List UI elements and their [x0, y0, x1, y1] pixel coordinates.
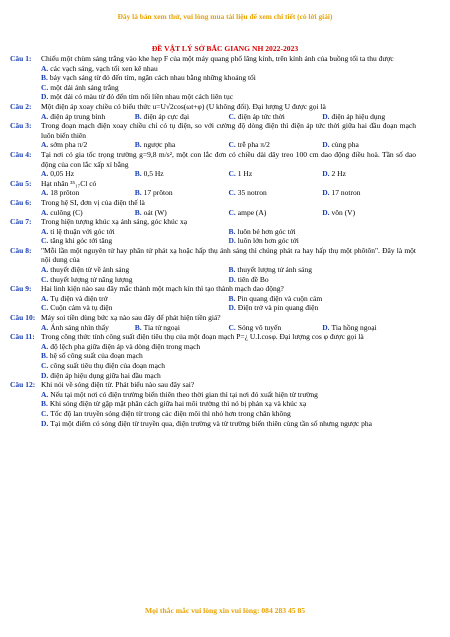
option-text: 17 prôton: [143, 188, 173, 198]
answer-option: [229, 169, 323, 179]
answer-options: [41, 112, 416, 122]
option-letter: B.: [134, 111, 142, 121]
option-letter: D.: [322, 140, 330, 150]
option-letter: A.: [41, 265, 49, 275]
answer-option: [229, 294, 417, 304]
question-number: Câu 1:: [10, 54, 32, 63]
option-letter: D.: [322, 322, 330, 332]
answer-option: [41, 419, 416, 429]
answer-option: [322, 169, 416, 179]
option-text: công suất tiêu thụ điện của đoạn mạch: [50, 361, 166, 370]
option-text: 35 notron: [237, 188, 267, 198]
option-text: điện áp hiệu dụng: [331, 111, 386, 121]
option-letter: D.: [41, 92, 49, 102]
option-text: thuyết lượng tử ánh sáng: [237, 265, 312, 275]
option-letter: A.: [41, 188, 49, 198]
option-letter: C.: [228, 188, 236, 198]
option-letter: D.: [41, 370, 49, 380]
question-text: Tại nơi có gia tốc trọng trường g=9,8 m/s², một con lắc đơn có chiều dài dây treo 100 cm dao động điều hoà. Tần số dao động của con lắc xấp xỉ bằng: [41, 149, 416, 169]
answer-options: [41, 390, 416, 428]
question-4: [0, 150, 450, 179]
option-text: điện áp trung bình: [50, 111, 106, 121]
answer-option: [41, 351, 416, 361]
option-letter: A.: [41, 140, 49, 150]
option-letter: A.: [41, 63, 49, 73]
option-text: Tia hồng ngoại: [331, 322, 377, 332]
option-letter: C.: [228, 111, 236, 121]
answer-option: [41, 323, 135, 333]
answer-option: [41, 303, 229, 313]
question-8: [0, 246, 450, 284]
option-text: tỉ lệ thuận với góc tới: [50, 226, 115, 236]
answer-option: [41, 83, 416, 93]
answer-option: [229, 140, 323, 150]
contact-banner-bottom: Mọi thắc mắc vui lòng xin vui lòng: 084 283 45 85: [144, 606, 306, 615]
option-text: ampe (A): [237, 207, 267, 217]
question-text: Khi nói về sóng điện từ. Phát biểu nào sau đây sai?: [41, 380, 195, 390]
option-text: Pin quang điện và cuộn cảm: [237, 293, 323, 303]
answer-option: [135, 323, 229, 333]
option-text: Cuộn cảm và tụ điện: [50, 303, 113, 313]
option-text: 18 prôton: [50, 188, 80, 198]
question-number: Câu 9:: [10, 284, 32, 294]
question-number: Câu 2:: [10, 101, 32, 111]
option-letter: D.: [322, 111, 330, 121]
option-letter: C.: [228, 169, 236, 179]
option-text: Tia tử ngoại: [143, 322, 180, 332]
option-letter: C.: [228, 322, 236, 332]
answer-option: [41, 188, 135, 198]
answer-option: [229, 265, 417, 275]
question-10: [0, 313, 450, 332]
option-letter: A.: [41, 341, 49, 351]
answer-option: [41, 390, 416, 400]
question-number: Câu 12:: [10, 380, 36, 390]
question-text: Chiếu một chùm sáng trắng vào khe hẹp F của một máy quang phổ lăng kính, trên kính ảnh của buồng tối ta thu được: [41, 54, 394, 63]
option-text: sớm pha π/2: [50, 140, 88, 150]
question-1: [0, 54, 450, 102]
option-text: tăng khi góc tới tăng: [50, 236, 113, 246]
question-text: "Mỗi lần một nguyên tử hay phân tử phát xạ hoặc hấp thụ ánh sáng thì chúng phát ra hay hấp thụ một phôtôn". Đây là một nội dung của: [41, 245, 416, 265]
option-text: 17 notron: [331, 188, 361, 198]
option-text: Điện trở và pin quang điện: [237, 303, 319, 313]
answer-option: [41, 265, 229, 275]
option-letter: A.: [41, 207, 49, 217]
answer-option: [41, 399, 416, 409]
question-7: [0, 217, 450, 246]
option-text: 2 Hz: [331, 169, 346, 179]
answer-option: [41, 342, 416, 352]
option-letter: C.: [228, 207, 236, 217]
option-text: Sóng vô tuyến: [237, 322, 282, 332]
answer-option: [229, 323, 323, 333]
option-text: bảy vạch sáng từ đỏ đến tím, ngăn cách nhau bằng những khoảng tối: [49, 73, 256, 83]
question-number: Câu 7:: [10, 217, 32, 227]
answer-option: [41, 208, 135, 218]
question-text: Hạt nhân ³⁵₁₇Cl có: [41, 178, 97, 188]
option-text: Khi sóng điện từ gặp mặt phân cách giữa hai môi trường thì nó bị phản xạ và khúc xạ: [49, 399, 307, 409]
option-letter: B.: [228, 293, 236, 303]
option-text: Tụ điện và điện trở: [50, 293, 108, 303]
option-letter: D.: [322, 188, 330, 198]
question-text: Hai linh kiện nào sau đây mắc thành một mạch kín thì tạo thành mạch dao động?: [41, 284, 284, 294]
answer-options: [41, 323, 416, 333]
option-text: cùng pha: [331, 140, 359, 150]
option-text: ngược pha: [143, 140, 176, 150]
option-letter: B.: [41, 399, 48, 409]
preview-banner-top: Đây là bản xem thử, vui lòng mua tài liệu để xem chi tiết (có lời giải): [117, 12, 333, 21]
question-number: Câu 4:: [10, 149, 32, 159]
answer-option: [41, 361, 416, 371]
option-letter: A.: [41, 169, 49, 179]
option-letter: A.: [41, 389, 49, 399]
answer-option: [41, 409, 416, 419]
option-text: oát (W): [143, 207, 167, 217]
option-letter: B.: [41, 73, 48, 83]
answer-options: [41, 208, 416, 218]
option-letter: B.: [228, 265, 236, 275]
option-letter: C.: [228, 140, 236, 150]
question-text: Trong công thức tính công suất điện tiêu thụ của một đoạn mạch P=¿ U.I.cosφ. Đại lượng cos φ được gọi là: [41, 332, 364, 342]
option-letter: B.: [134, 322, 142, 332]
option-text: các vạch sáng, vạch tối xen kẽ nhau: [50, 63, 158, 73]
option-letter: B.: [134, 207, 142, 217]
answer-option: [322, 188, 416, 198]
option-letter: A.: [41, 111, 49, 121]
question-text: Trong đoạn mạch điện xoay chiều chỉ có tụ điện, so với cường độ dòng điện thì điện áp tức thời giữa hai đầu đoạn mạch luôn biến thiên: [41, 121, 416, 140]
question-5: [0, 179, 450, 198]
option-text: thuyết điện từ về ánh sáng: [50, 265, 130, 275]
question-list: [0, 54, 450, 428]
option-letter: D.: [228, 236, 236, 246]
option-letter: C.: [41, 408, 49, 418]
option-text: điện áp tức thời: [237, 111, 285, 121]
option-text: Nếu tại một nơi có điện trường biến thiên theo thời gian thì tại nơi đó xuất hiện từ trường: [50, 389, 318, 399]
option-text: độ lệch pha giữa điện áp và dòng điện trong mạch: [50, 341, 201, 351]
option-text: tiên đề Bo: [237, 274, 269, 284]
option-text: hệ số công suất của đoạn mạch: [49, 351, 143, 361]
answer-option: [229, 275, 417, 285]
answer-option: [229, 236, 417, 246]
answer-option: [41, 371, 416, 381]
answer-option: [229, 227, 417, 237]
option-letter: A.: [41, 322, 49, 332]
answer-option: [41, 275, 229, 285]
option-text: trễ pha π/2: [237, 140, 270, 150]
option-text: Tốc độ lan truyền sóng điện từ trong các điện môi thì nhỏ hơn trong chân không: [50, 408, 291, 418]
question-9: [0, 284, 450, 313]
question-number: Câu 11:: [10, 332, 35, 342]
question-11: [0, 332, 450, 380]
answer-option: [135, 140, 229, 150]
answer-option: [229, 188, 323, 198]
option-text: Ánh sáng nhìn thấy: [50, 322, 109, 332]
question-2: [0, 102, 450, 121]
option-letter: B.: [134, 169, 142, 179]
answer-option: [41, 294, 229, 304]
answer-option: [41, 140, 135, 150]
answer-option: [135, 208, 229, 218]
answer-option: [322, 112, 416, 122]
answer-options: [41, 265, 416, 284]
answer-option: [135, 169, 229, 179]
option-letter: A.: [41, 226, 49, 236]
question-number: Câu 5:: [10, 178, 32, 188]
answer-option: [41, 236, 229, 246]
answer-option: [41, 64, 416, 74]
option-letter: C.: [41, 82, 49, 92]
question-text: Trong hệ SI, đơn vị của điện thế là: [41, 197, 145, 207]
answer-option: [229, 112, 323, 122]
option-text: 0,5 Hz: [143, 169, 164, 179]
answer-option: [41, 227, 229, 237]
answer-options: [41, 188, 416, 198]
answer-option: [41, 112, 135, 122]
option-text: điện áp cực đại: [143, 111, 190, 121]
option-text: thuyết lượng tử năng lượng: [50, 274, 133, 284]
answer-option: [41, 92, 416, 102]
question-text: Một điện áp xoay chiều có biểu thức u=U√2cos(ωt+φ) (U không đổi). Đại lượng U được gọi là: [41, 101, 326, 111]
option-letter: D.: [322, 207, 330, 217]
option-text: một dải ánh sáng trắng: [50, 82, 119, 92]
option-letter: C.: [41, 303, 49, 313]
answer-option: [322, 208, 416, 218]
answer-option: [229, 303, 417, 313]
option-letter: A.: [41, 293, 49, 303]
option-text: vôn (V): [331, 207, 356, 217]
option-letter: B.: [41, 351, 48, 361]
option-text: 0,05 Hz: [50, 169, 75, 179]
option-letter: C.: [41, 274, 49, 284]
question-6: [0, 198, 450, 217]
option-text: điện áp hiệu dụng giữa hai đầu mạch: [50, 370, 161, 380]
question-number: Câu 8:: [10, 245, 32, 255]
option-text: Tại một điểm có sóng điện từ truyền qua, điện trường và từ trường biến thiên cùng tần số nhưng ngược pha: [50, 418, 372, 428]
answer-options: [41, 169, 416, 179]
answer-option: [322, 140, 416, 150]
option-letter: D.: [41, 418, 49, 428]
option-text: luôn lớn hơn góc tới: [237, 236, 299, 246]
question-number: Câu 3:: [10, 121, 32, 131]
option-letter: D.: [228, 274, 236, 284]
option-text: một dải có màu từ đỏ đến tím nối liền nhau một cách liên tục: [50, 92, 234, 102]
option-letter: C.: [41, 361, 49, 370]
option-letter: D.: [322, 169, 330, 179]
answer-option: [135, 112, 229, 122]
answer-options: [41, 294, 416, 313]
option-text: culông (C): [50, 207, 83, 217]
question-number: Câu 6:: [10, 197, 32, 207]
exam-title: ĐỀ VẬT LÝ SỞ BẮC GIANG NH 2022-2023: [151, 44, 299, 53]
question-12: [0, 380, 450, 428]
answer-options: [41, 342, 416, 380]
answer-option: [229, 208, 323, 218]
option-text: 1 Hz: [237, 169, 253, 179]
answer-options: [41, 64, 416, 102]
option-letter: C.: [41, 236, 49, 246]
question-number: Câu 10:: [10, 313, 36, 323]
option-letter: B.: [228, 226, 236, 236]
question-text: Trong hiện tượng khúc xạ ánh sáng, góc khúc xạ: [41, 217, 188, 227]
question-3: [0, 121, 450, 150]
option-letter: D.: [228, 303, 236, 313]
answer-options: [41, 140, 416, 150]
option-letter: B.: [134, 188, 142, 198]
option-letter: B.: [134, 140, 142, 150]
question-text: Máy soi tiền dùng bức xạ nào sau đây để phát hiện tiền giả?: [41, 313, 221, 323]
answer-option: [41, 169, 135, 179]
answer-options: [41, 227, 416, 246]
answer-option: [322, 323, 416, 333]
answer-option: [41, 73, 416, 83]
answer-option: [135, 188, 229, 198]
option-text: luôn bé hơn góc tới: [237, 226, 296, 236]
